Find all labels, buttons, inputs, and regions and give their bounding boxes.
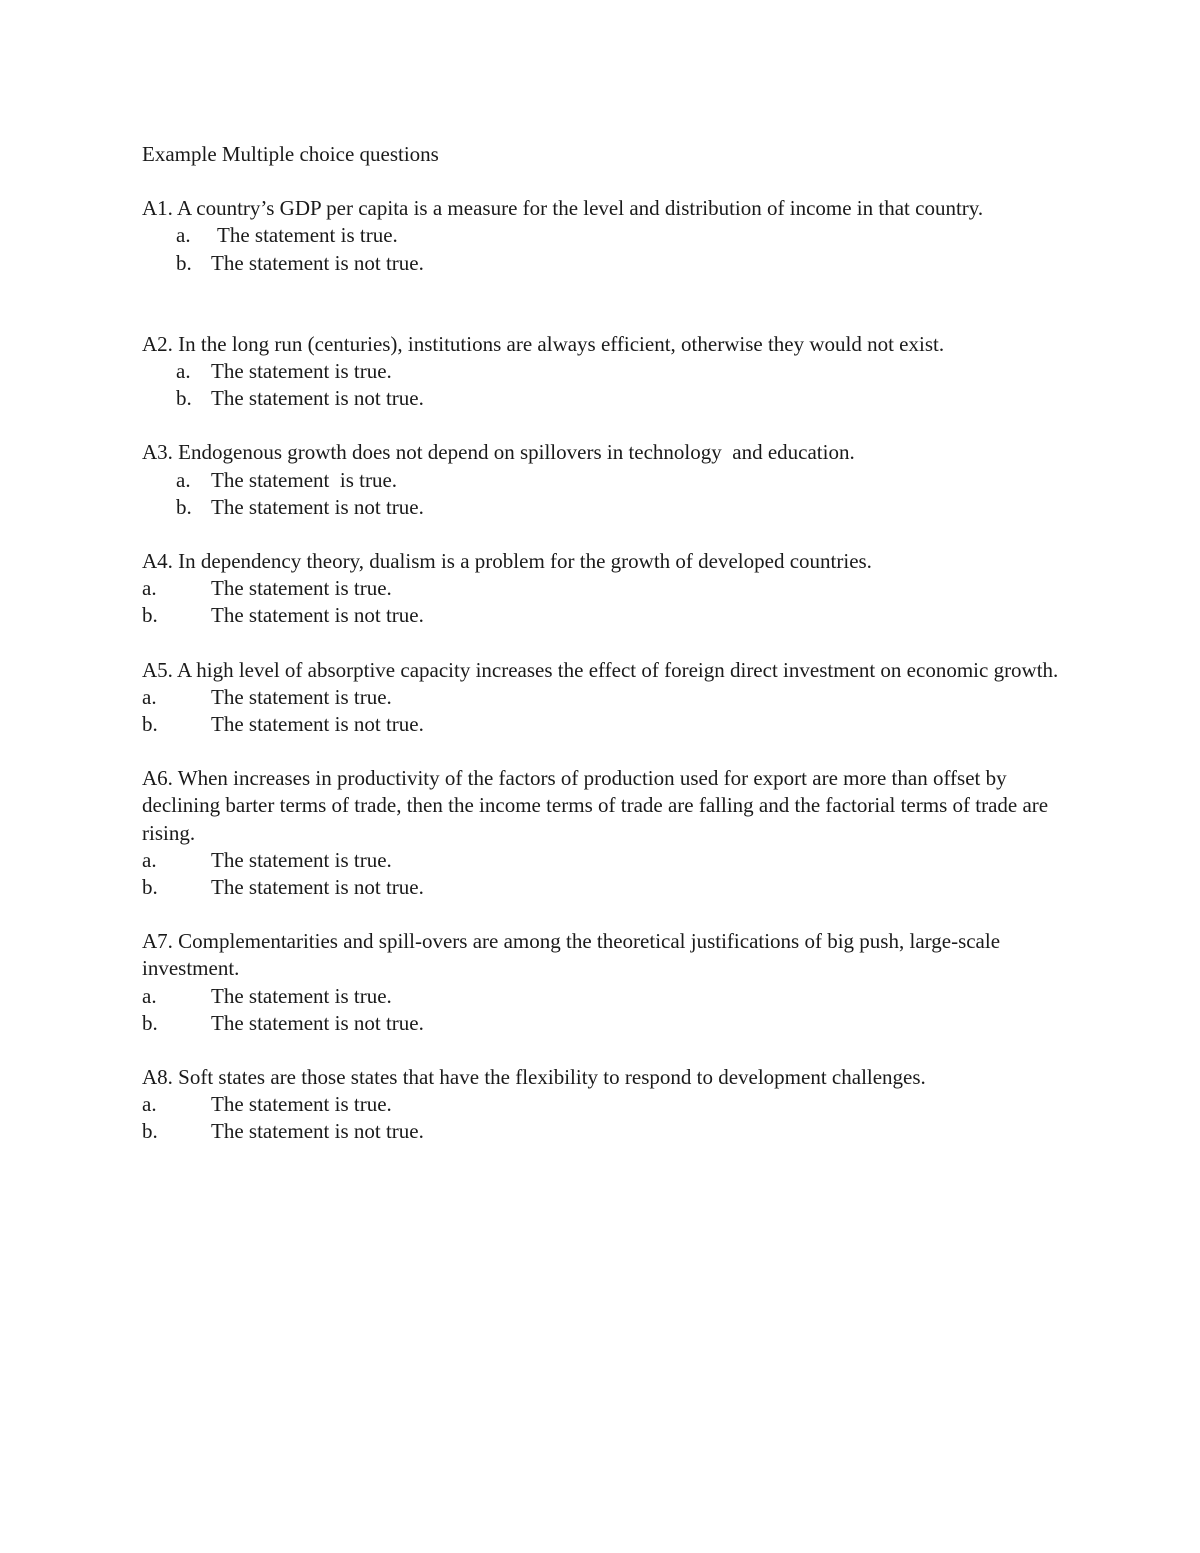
option-a <box>142 222 1082 249</box>
option-letter: b. <box>176 250 192 275</box>
question-text: A5. A high level of absorptive capacity increases the effect of foreign direct investment on economic growth. <box>142 657 1059 682</box>
option-letter: b. <box>176 494 192 519</box>
question-text: A4. In dependency theory, dualism is a problem for the growth of developed countries. <box>142 549 872 574</box>
question-a4 <box>142 548 1082 630</box>
option-a <box>142 983 1082 1010</box>
option-b <box>142 385 1082 412</box>
question-text: A7. Complementarities and spill-overs are among the theoretical justifications of big push, large-scale investment. <box>142 929 1001 981</box>
option-text: The statement is true. <box>211 983 392 1008</box>
option-text: The statement is not true. <box>211 603 424 628</box>
option-text: The statement is true. <box>211 576 392 601</box>
option-text: The statement is true. <box>217 223 398 248</box>
option-letter: b. <box>142 712 158 737</box>
option-a <box>142 575 1082 602</box>
answer-options <box>142 467 1082 521</box>
option-b <box>142 1118 1082 1145</box>
option-letter: b. <box>142 1010 158 1035</box>
option-text: The statement is true. <box>211 1092 392 1117</box>
option-letter: a. <box>176 359 191 384</box>
option-letter: b. <box>176 386 192 411</box>
option-letter: a. <box>142 684 157 709</box>
option-text: The statement is not true. <box>211 875 424 900</box>
option-letter: a. <box>142 847 157 872</box>
option-text: The statement is true. <box>211 359 392 384</box>
option-text: The statement is not true. <box>211 712 424 737</box>
option-letter: a. <box>176 467 191 492</box>
option-b <box>142 602 1082 629</box>
option-letter: a. <box>142 576 157 601</box>
answer-options <box>142 575 1082 629</box>
question-a6 <box>142 765 1082 901</box>
question-a2 <box>142 331 1082 413</box>
answer-options <box>142 1091 1082 1145</box>
option-text: The statement is not true. <box>211 1119 424 1144</box>
document-page <box>142 141 1082 1173</box>
option-letter: a. <box>142 1092 157 1117</box>
question-text: A3. Endogenous growth does not depend on spillovers in technology and education. <box>142 440 855 465</box>
option-a <box>142 847 1082 874</box>
option-a <box>142 467 1082 494</box>
answer-options <box>142 358 1082 412</box>
question-a3 <box>142 439 1082 521</box>
option-a <box>142 358 1082 385</box>
option-letter: b. <box>142 875 158 900</box>
option-text: The statement is not true. <box>211 386 424 411</box>
answer-options <box>142 222 1082 276</box>
question-a8 <box>142 1064 1082 1146</box>
document-title: Example Multiple choice questions <box>142 142 439 166</box>
option-text: The statement is not true. <box>211 494 424 519</box>
option-letter: a. <box>142 983 157 1008</box>
question-text: A8. Soft states are those states that have the flexibility to respond to development challenges. <box>142 1065 926 1090</box>
option-b <box>142 494 1082 521</box>
option-text: The statement is true. <box>211 847 392 872</box>
option-b <box>142 711 1082 738</box>
option-a <box>142 1091 1082 1118</box>
option-letter: a. <box>176 223 191 248</box>
question-a5 <box>142 657 1082 739</box>
option-b <box>142 1010 1082 1037</box>
option-text: The statement is true. <box>211 684 392 709</box>
question-a7 <box>142 928 1082 1037</box>
option-b <box>142 250 1082 277</box>
question-a1 <box>142 195 1082 277</box>
option-text: The statement is true. <box>211 467 398 492</box>
answer-options <box>142 684 1082 738</box>
option-letter: b. <box>142 1119 158 1144</box>
option-b <box>142 874 1082 901</box>
option-text: The statement is not true. <box>211 1010 424 1035</box>
option-text: The statement is not true. <box>211 250 424 275</box>
question-text: A2. In the long run (centuries), institutions are always efficient, otherwise they would not exist. <box>142 331 945 356</box>
answer-options <box>142 847 1082 901</box>
question-text: A6. When increases in productivity of the factors of production used for export are more than offset by declining barter terms of trade, then the income terms of trade are falling and the factorial terms of trade are rising. <box>142 766 1049 845</box>
question-text: A1. A country’s GDP per capita is a measure for the level and distribution of income in that country. <box>142 196 984 221</box>
option-a <box>142 684 1082 711</box>
answer-options <box>142 983 1082 1037</box>
option-letter: b. <box>142 603 158 628</box>
